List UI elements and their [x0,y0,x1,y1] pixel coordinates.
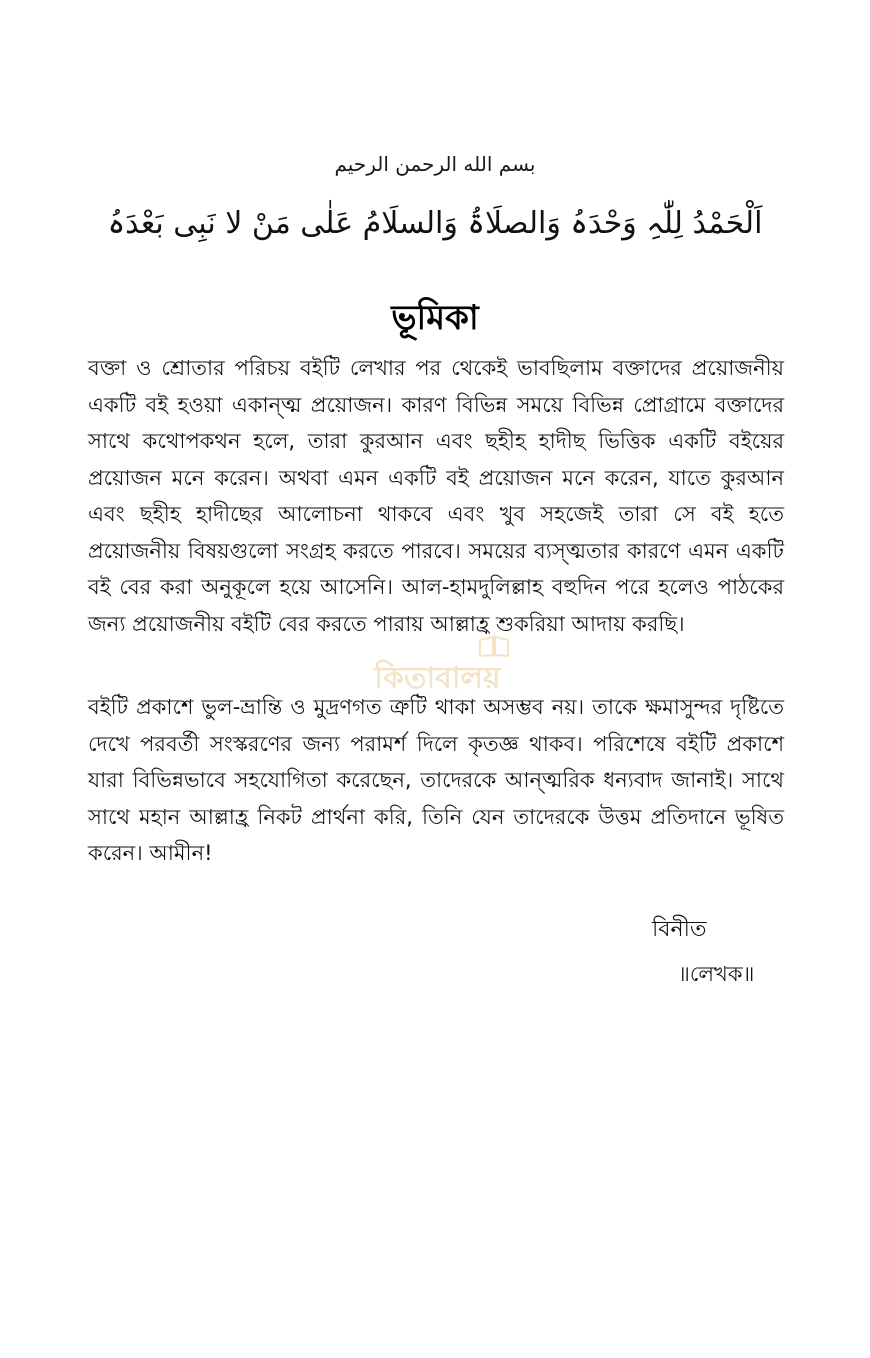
signature-humble: বিনীত [652,917,707,942]
basmala-line: بسم الله الرحمن الرحيم [334,152,536,176]
paragraph-1: বক্তা ও শ্রোতার পরিচয় বইটি লেখার পর থেকেই ভাবছিলাম বক্তাদের প্রয়োজনীয় একটি বই হওয়া একান্ত্ম প্রয়োজন। কারণ বিভিন্ন সময়ে বিভিন্ন প্রোগ্রামে বক্তাদের সাথে কথোপকথন হলে, তারা কুরআন এবং ছহীহ হাদীছ ভিত্তিক একটি বইয়ের প্রয়োজন মনে করেন। অথবা এমন একটি বই প্রয়োজন মনে করেন, যাতে কুরআন এবং ছহীহ হাদীছের আলোচনা থাকবে এবং খুব সহজেই তারা সে বই হতে প্রয়োজনীয় বিষয়গুলো সংগ্রহ করতে পারবে। সময়ের ব্যস্ত্মতার কারণে এমন একটি বই বের করা অনুকূলে হয়ে আসেনি। আল-হামদুলিল্লাহ বহুদিন পরে হলেও পাঠকের জন্য প্রয়োজনীয় বইটি বের করতে পারায় আল্লাহ্র শুকরিয়া আদায় করছি। [88,356,784,636]
page-title: ভূমিকা [391,298,479,338]
paragraph-2: বইটি প্রকাশে ভুল-ভ্রান্তি ও মুদ্রণগত ত্রুটি থাকা অসম্ভব নয়। তাকে ক্ষমাসুন্দর দৃষ্টিতে দেখে পরবর্তী সংস্করণের জন্য পরামর্শ দিলে কৃতজ্ঞ থাকব। পরিশেষে বইটি প্রকাশে যারা বিভিন্নভাবে সহযোগিতা করেছেন, তাদেরকে আন্ত্মরিক ধন্যবাদ জানাই। সাথে সাথে মহান আল্লাহ্র নিকট প্রার্থনা করি, তিনি যেন তাদেরকে উত্তম প্রতিদানে ভূষিত করেন। আমীন! [88,695,784,865]
hamd-line: اَلْحَمْدُ لِلّٰہِ وَحْدَہُ وَالصلَاۃُ وَالسلَامُ عَلٰی مَنْ لا نَبِی بَعْدَہُ [107,206,763,241]
signature-author: ॥লেখক॥ [678,962,755,986]
watermark-text: কিতাবালয় [374,661,501,696]
